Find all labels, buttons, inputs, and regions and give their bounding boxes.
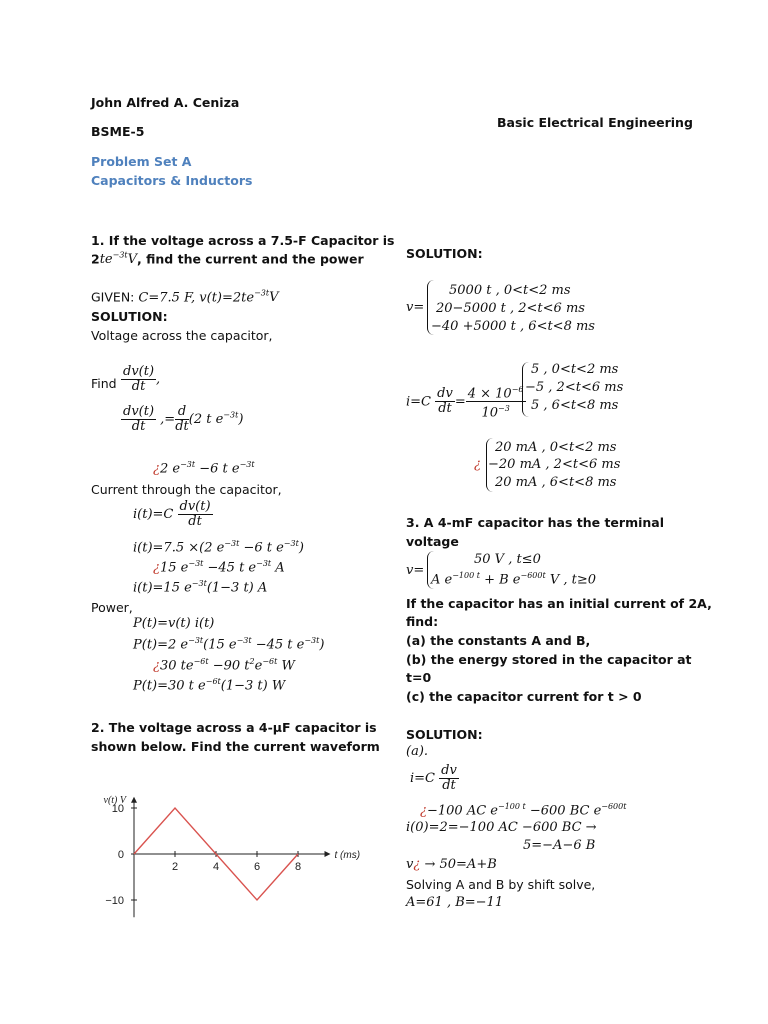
p2-i-ma-case-3: 20 mA , 6<t<8 ms bbox=[495, 475, 617, 490]
p3-item-b1: (b) the energy stored in the capacitor at bbox=[406, 652, 692, 667]
p3-answer: A=61 , B=−11 bbox=[406, 895, 504, 910]
p1-power-expand: ¿30 $te^{-6t} -90$ $t^2e^{-6t}$ W bbox=[153, 657, 295, 674]
course-title: Basic Electrical Engineering bbox=[497, 115, 693, 130]
p1-question-line1: 1. If the voltage across a 7.5-F Capacitor is bbox=[91, 233, 395, 248]
p2-v-case-2: 20−5000 t , 2<t<6 ms bbox=[436, 301, 585, 316]
x-axis-label: t (ms) bbox=[334, 850, 361, 861]
p1-power-formula: P(t)=v(t) i(t) bbox=[133, 616, 215, 631]
p3-v-case-2: A $e^{-100 t} + B$ $e^{-600t}$ V , t≥0 bbox=[431, 571, 596, 588]
y-tick-label: 10 bbox=[111, 803, 124, 815]
p2-v-case-1: 5000 t , 0<t<2 ms bbox=[449, 283, 571, 298]
p3-v-label: v= bbox=[406, 563, 425, 578]
p2-v-label: v= bbox=[406, 300, 425, 315]
p3-find: find: bbox=[406, 614, 439, 629]
author-name: John Alfred A. Ceniza bbox=[91, 95, 240, 110]
p3-if-text: If the capacitor has an initial current of 2A, bbox=[406, 596, 712, 611]
p1-current-formula: i(t)=C $\frac{dv(t)}{dt}$ bbox=[133, 499, 211, 529]
p3-solution-label: SOLUTION: bbox=[406, 727, 483, 742]
voltage-waveform-chart bbox=[90, 772, 370, 922]
x-tick-label: 6 bbox=[253, 861, 261, 873]
p1-find-derivative: $\frac{dv(t)}{dt}$ , bbox=[123, 364, 161, 394]
p2-i-ma-label: ¿ bbox=[474, 457, 481, 472]
x-tick-label: 8 bbox=[294, 861, 302, 873]
p2-i-formula: i=C $\frac{dv}{dt}$ = $\frac{4 \times 10^{-6}}{10^{-3}}$ bbox=[406, 385, 524, 421]
p3-i-formula: i=C $\frac{dv}{dt}$ bbox=[410, 763, 457, 793]
p3-part-a: (a). bbox=[406, 744, 429, 759]
p1-current-sub: i(t)=7.5 ×(2 $e^{-3t} -6$ t $e^{-3t}$) bbox=[133, 539, 304, 556]
p3-eq2: v¿ → 50=A+B bbox=[406, 857, 497, 872]
p2-question-line1: 2. The voltage across a 4-µF capacitor is bbox=[91, 720, 377, 735]
problem-set-title: Problem Set A bbox=[91, 154, 192, 169]
p2-i-ma-case-1: 20 mA , 0<t<2 ms bbox=[495, 440, 617, 455]
p2-i-case-1: 5 , 0<t<2 ms bbox=[531, 362, 619, 377]
p1-derivative-expr: $\frac{dv(t)}{dt}$ ,= $\frac{d}{dt}$ (2 t $e^{-3t}$) bbox=[123, 404, 244, 434]
p1-power-label: Power, bbox=[91, 600, 133, 615]
section-label: BSME-5 bbox=[91, 124, 145, 139]
p1-power-result: P(t)=30 t $e^{-6t}(1-3$ t) W bbox=[133, 677, 286, 694]
y-axis-label: v(t) V bbox=[103, 794, 126, 806]
p3-question-line1: 3. A 4-mF capacitor has the terminal bbox=[406, 515, 665, 530]
y-axis-arrow bbox=[131, 797, 137, 803]
p2-question-line2: shown below. Find the current waveform bbox=[91, 739, 380, 754]
x-tick-label: 2 bbox=[171, 861, 179, 873]
p1-voltage-text: Voltage across the capacitor, bbox=[91, 328, 273, 343]
p1-current-text: Current through the capacitor, bbox=[91, 482, 282, 497]
p3-solving-text: Solving A and B by shift solve, bbox=[406, 877, 596, 892]
p3-v-case-1: 50 V , t≤0 bbox=[474, 552, 541, 567]
p3-question-line2: voltage bbox=[406, 534, 459, 549]
p1-solution-label: SOLUTION: bbox=[91, 309, 168, 324]
p1-current-expand: ¿15 $e^{-3t} -45$ t $e^{-3t}$ A bbox=[153, 559, 285, 576]
p2-solution-label: SOLUTION: bbox=[406, 246, 483, 261]
p3-i-initial: i(0)=2=−100 AC −600 BC → bbox=[406, 820, 597, 835]
p1-derivative-result: ¿2 $e^{-3t} -6$ t $e^{-3t}$ bbox=[153, 460, 255, 477]
p1-find-label: Find bbox=[91, 376, 117, 391]
p2-i-ma-case-2: −20 mA , 2<t<6 ms bbox=[488, 457, 621, 472]
p1-given: GIVEN: C=7.5 F, $v(t)=2te^{-3t}V$ bbox=[91, 289, 279, 306]
p3-eq1: 5=−A−6 B bbox=[523, 838, 596, 853]
p1-current-result: i(t)=15 $e^{-3t}(1-3$ t) A bbox=[133, 579, 268, 596]
p1-power-sub: P(t)=2 $e^{-3t}(15$ $e^{-3t} -45$ t $e^{-3t}$) bbox=[133, 636, 325, 653]
x-tick-label: 4 bbox=[212, 861, 220, 873]
y-tick-label: 0 bbox=[117, 849, 124, 861]
y-tick-label: −10 bbox=[105, 895, 124, 907]
p3-item-a: (a) the constants A and B, bbox=[406, 633, 591, 648]
p3-item-b2: t=0 bbox=[406, 670, 432, 685]
p2-v-case-3: −40 +5000 t , 6<t<8 ms bbox=[431, 319, 595, 334]
topic-title: Capacitors & Inductors bbox=[91, 173, 253, 188]
p3-item-c: (c) the capacitor current for t > 0 bbox=[406, 689, 642, 704]
p1-question-line2: $2te^{-3t}V$, find the current and the power bbox=[91, 251, 364, 268]
x-axis-arrow bbox=[325, 851, 331, 857]
p2-i-case-3: 5 , 6<t<8 ms bbox=[531, 398, 619, 413]
p3-i-expand: ¿−100 AC $e^{-100 t} -600$ BC $e^{-600t}$ bbox=[420, 802, 627, 819]
p2-i-case-2: −5 , 2<t<6 ms bbox=[525, 380, 624, 395]
